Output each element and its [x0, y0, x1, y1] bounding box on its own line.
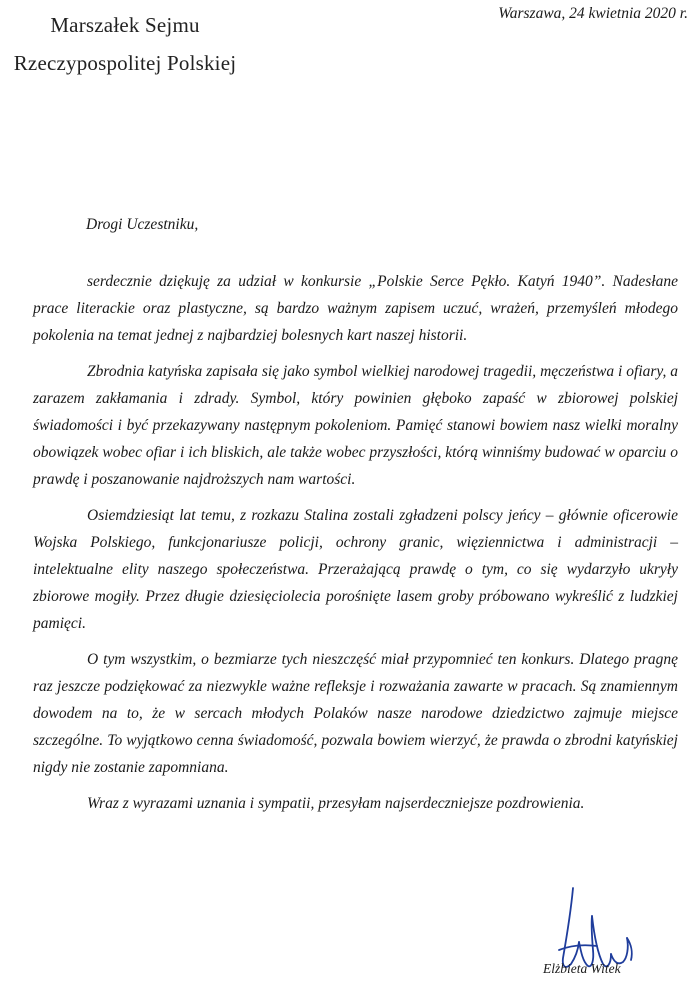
paragraph-3: Osiemdziesiąt lat temu, z rozkazu Stalina zostali zgładzeni polscy jeńcy – głównie oficerowie Wojska Polskiego, funkcjonariusze policji, ochrony granic, więziennictwa i administracji – intelektualne elity naszego społeczeństwa. Przerażającą prawdę o tym, co się wydarzyło ukryły zbiorowe mogiły. Przez długie dziesięciolecia porośnięte lasem groby próbowano wykreślić z ludzkiej pamięci.	[33, 507, 678, 632]
letterhead-subtitle: Rzeczypospolitej Polskiej	[13, 51, 237, 75]
letterhead-title: Marszałek Sejmu	[50, 13, 200, 37]
letter-date: Warszawa, 24 kwietnia 2020 r.	[498, 5, 688, 22]
paragraph-4: O tym wszystkim, o bezmiarze tych nieszczęść miał przypomnieć ten konkurs. Dlatego pragnę raz jeszcze podziękować za niezwykle ważne refleksje i rozważania zawarte w pracach. Są znamiennym dowodem na to, że w sercach młodych Polaków nasze narodowe dziedzictwo zajmuje miejsce szczególne. To wyjątkowo cenna świadomość, pozwala bowiem wierzyć, że prawda o zbrodni katyńskiej nigdy nie zostanie zapomniana.	[33, 651, 678, 776]
signer-name: Elżbieta Witek	[543, 961, 621, 976]
paragraph-2: Zbrodnia katyńska zapisała się jako symbol wielkiej narodowej tragedii, męczeństwa i ofiary, a zarazem zakłamania i zdrady. Symbol, który powinien głęboko zapaść w zbiorowej polskiej świadomości i być przekazywany następnym pokoleniom. Pamięć stanowi bowiem nasz wielki moralny obowiązek wobec ofiar i ich bliskich, ale także wobec przyszłości, którą winniśmy budować w oparciu o prawdę i poszanowanie najdroższych nam wartości.	[33, 363, 678, 488]
closing-line: Wraz z wyrazami uznania i sympatii, przesyłam najserdeczniejsze pozdrowienia.	[87, 795, 585, 812]
letterhead	[0, 6, 250, 82]
salutation: Drogi Uczestniku,	[86, 216, 199, 233]
paragraph-1: serdecznie dziękuję za udział w konkursie „Polskie Serce Pękło. Katyń 1940”. Nadesłane prace literackie oraz plastyczne, są bardzo ważnym zapisem uczuć, wrażeń, przemyśleń młodego pokolenia na temat jednej z najbardziej bolesnych kart naszej historii.	[33, 273, 678, 344]
letter-body	[33, 268, 678, 826]
